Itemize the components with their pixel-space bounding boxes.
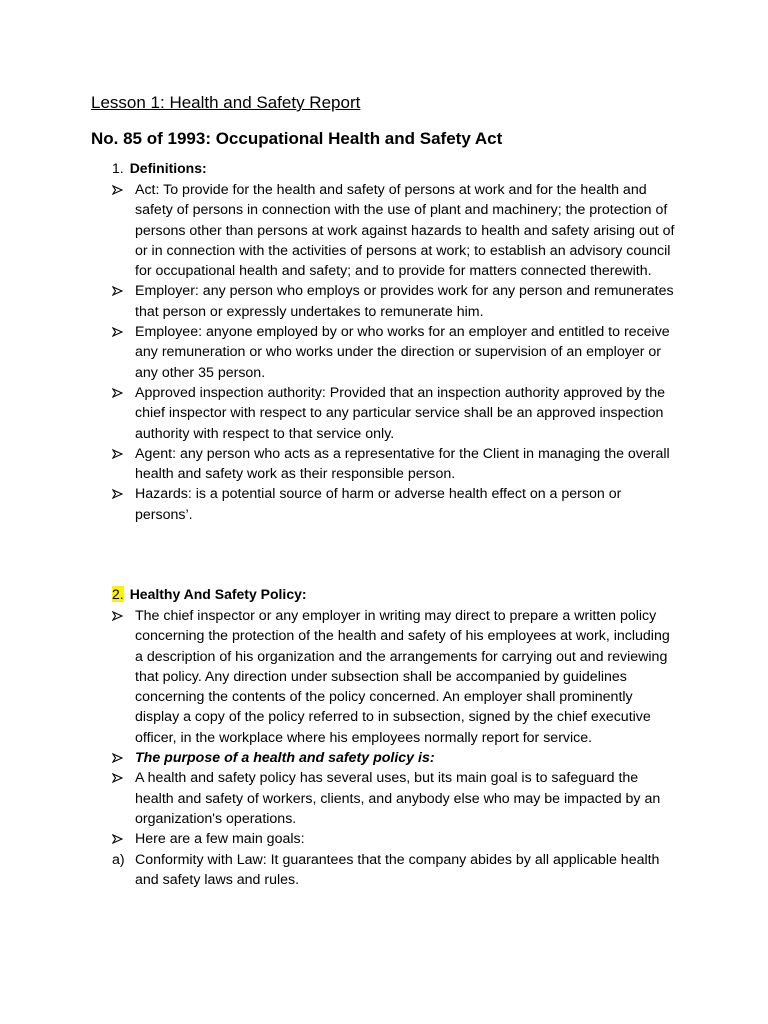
list-item [0,768,675,829]
list-item [0,383,675,444]
list-item-text: Employer: any person who employs or provides work for any person and remunerates that person or expressly undertakes to remunerate him. [135,283,674,320]
list-item [0,322,675,383]
list-item [0,748,675,768]
lesson-title: Lesson 1: Health and Safety Report [91,93,361,112]
section-number: 1. [112,160,124,176]
section-heading-text: Healthy And Safety Policy: [129,586,307,602]
list-item-text: Employee: anyone employed by or who works for an employer and entitled to receive any remuneration or who works under the direction or supervision of an employer or any other 35 person. [135,324,670,381]
policy-list [0,606,768,890]
list-item [0,444,675,485]
list-item [0,180,675,281]
list-item [0,281,675,322]
list-item-text: Agent: any person who acts as a representative for the Client in managing the overall health and safety work as their responsible person. [135,445,670,483]
list-item-text: Hazards: is a potential source of harm or adverse health effect on a person or persons’. [135,486,622,523]
arrowhead-bullet-icon [112,829,126,849]
list-item-text: A health and safety policy has several uses, but its main goal is to safeguard the health and safety of workers, clients, and anybody else who may be impacted by an organization's operations. [135,770,661,827]
list-item-text: Conformity with Law: It guarantees that the company abides by all applicable health and safety laws and rules. [135,851,660,888]
definitions-list [0,180,768,525]
list-item-text: The purpose of a health and safety policy is: [135,750,435,767]
arrowhead-bullet-icon [112,180,126,200]
arrowhead-bullet-icon [112,281,126,301]
arrowhead-bullet-icon [112,484,126,504]
section-heading-text: Definitions: [129,160,207,176]
arrowhead-bullet-icon [112,748,126,768]
section-number-highlight: 2. [112,586,124,602]
list-item [0,484,675,525]
list-item-text: Here are a few main goals: [135,831,305,848]
section-heading [112,584,307,604]
arrowhead-bullet-icon [112,444,126,464]
list-item-text: Act: To provide for the health and safety of persons at work and for the health and safety of persons in connection with the use of plant and machinery; the protection of persons other than persons at work against hazards to health and safety arising out of or in connection with the activities of persons at work; to establish an advisory council for occupational health and safety; and to provide for matters connected therewith. [135,182,675,280]
arrowhead-bullet-icon [112,322,126,342]
section-heading [112,158,207,178]
list-item-alpha [0,850,675,891]
list-item-text: The chief inspector or any employer in writing may direct to prepare a written policy concerning the protection of the health and safety of his employees at work, including a description of his organization and the arrangements for carrying out and reviewing that policy. Any direction under subsection shall be accompanied by guidelines concerning the contents of the policy concerned. An employer shall prominently display a copy of the policy referred to in subsection, signed by the chief executive officer, in the workplace where his employees normally report for service. [135,608,670,746]
list-marker: a) [112,851,125,868]
list-item-text: Approved inspection authority: Provided that an inspection authority approved by the chief inspector with respect to any particular service shall be an approved inspection authority with respect to that service only. [135,384,666,442]
list-item [0,829,675,849]
arrowhead-bullet-icon [112,768,126,788]
list-item [0,606,675,748]
arrowhead-bullet-icon [112,383,126,403]
arrowhead-bullet-icon [112,606,126,626]
act-title: No. 85 of 1993: Occupational Health and Safety Act [91,129,503,148]
